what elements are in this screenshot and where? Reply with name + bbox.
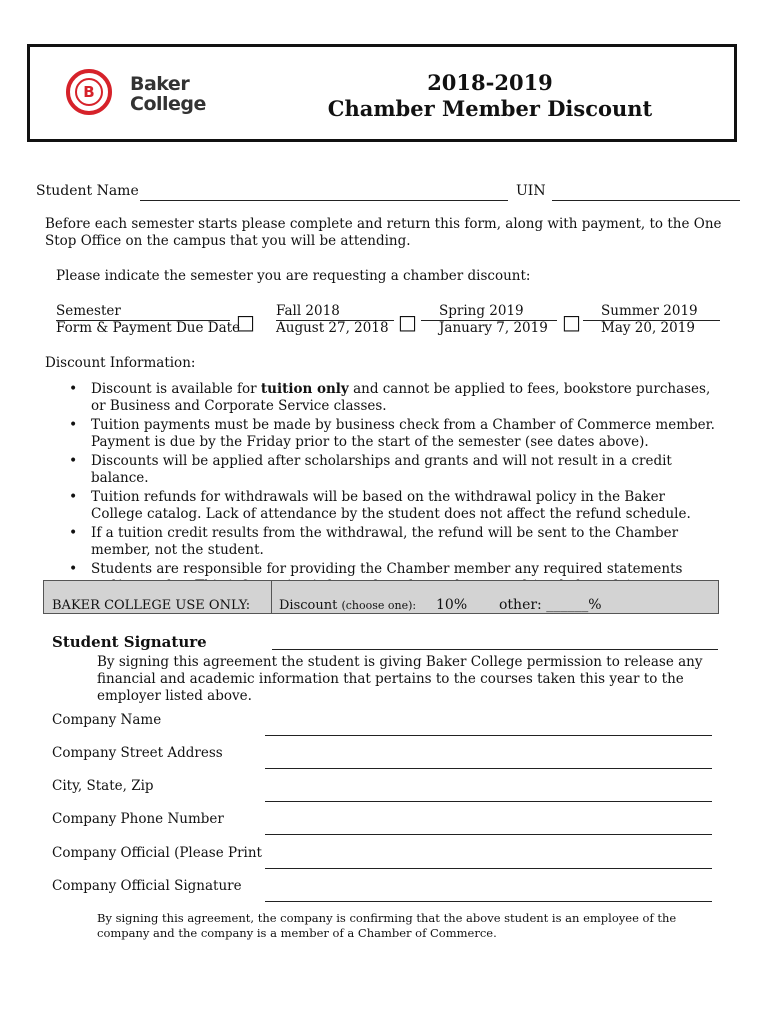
- semester-col-label: Semester: [56, 303, 121, 319]
- semester-prompt: Please indicate the semester you are requesting a chamber discount:: [56, 268, 531, 284]
- intro-text: Before each semester starts please complete and return this form, along with payment, to the One Stop Office on the campus that you will be attending.: [45, 216, 722, 249]
- uin-label: UIN: [516, 183, 546, 199]
- discount-10-option[interactable]: 10%: [436, 597, 468, 613]
- summer-2019-term: Summer 2019: [601, 303, 698, 319]
- fall-2018-checkbox[interactable]: □: [236, 310, 255, 334]
- city-state-zip-field[interactable]: [265, 801, 712, 802]
- due-date-col-label: Form & Payment Due Date: [56, 320, 241, 336]
- list-item: • Discount is available for tuition only and cannot be applied to fees, bookstore purchases, or Business and Corporate Service classes.: [91, 381, 721, 415]
- discount-info-list: [91, 381, 721, 597]
- spring-2019-due: January 7, 2019: [439, 320, 548, 336]
- city-state-zip-label: City, State, Zip: [52, 778, 154, 794]
- student-signature-statement: By signing this agreement the student is giving Baker College permission to release any financial and academic information that pertains to the courses taken this year to the employer listed above.: [97, 654, 703, 704]
- form-title: Chamber Member Discount: [327, 96, 653, 121]
- company-official-signature-label: Company Official Signature: [52, 878, 242, 894]
- company-street-field[interactable]: [265, 768, 712, 769]
- list-item: • If a tuition credit results from the withdrawal, the refund will be sent to the Chamber member, not the student.: [91, 525, 721, 559]
- list-item: • Tuition refunds for withdrawals will be based on the withdrawal policy in the Baker College catalog. Lack of attendance by the student does not affect the refund schedule.: [91, 489, 721, 523]
- spring-2019-checkbox[interactable]: □: [398, 310, 417, 334]
- logo-line-1: Baker: [130, 73, 190, 95]
- spring-2019-term: Spring 2019: [439, 303, 524, 319]
- logo-letter: B: [75, 78, 103, 106]
- office-use-divider: [271, 580, 272, 614]
- company-statement: By signing this agreement, the company is confirming that the above student is an employee of the company and the company is a member of a Chamber of Commerce.: [97, 911, 677, 940]
- company-official-signature-field[interactable]: [265, 901, 712, 902]
- company-phone-field[interactable]: [265, 834, 712, 835]
- company-phone-label: Company Phone Number: [52, 811, 224, 827]
- list-item: • Students are responsible for providing the Chamber member any required statements: [91, 561, 721, 595]
- discount-other-option[interactable]: other: ______%: [499, 597, 602, 613]
- form-year: 2018-2019: [427, 70, 553, 95]
- logo-line-2: College: [130, 93, 206, 115]
- student-signature-field[interactable]: [272, 649, 718, 650]
- list-item: • Tuition payments must be made by business check from a Chamber of Commerce member. Payment is due by the Friday prior to the start of the semester (see dates above).: [91, 417, 721, 451]
- uin-field[interactable]: [552, 200, 740, 201]
- summer-2019-checkbox[interactable]: □: [562, 310, 581, 334]
- company-street-label: Company Street Address: [52, 745, 223, 761]
- fall-2018-term: Fall 2018: [276, 303, 340, 319]
- company-name-field[interactable]: [265, 735, 712, 736]
- discount-info-heading: Discount Information:: [45, 355, 196, 371]
- tuition-only-emphasis: tuition only: [260, 381, 349, 397]
- company-official-print-field[interactable]: [265, 868, 712, 869]
- company-name-label: Company Name: [52, 712, 162, 728]
- fall-2018-due: August 27, 2018: [276, 320, 389, 336]
- student-signature-label: Student Signature: [52, 633, 207, 651]
- student-name-field[interactable]: [140, 200, 508, 201]
- summer-2019-due: May 20, 2019: [601, 320, 695, 336]
- list-item: • Discounts will be applied after scholarships and grants and will not result in a credit balance.: [91, 453, 721, 487]
- student-name-label: Student Name: [36, 183, 139, 199]
- company-official-print-label: Company Official (Please Print: [52, 845, 262, 861]
- logo-wordmark: [130, 74, 206, 114]
- discount-choice-label: Discount (choose one):: [279, 598, 417, 613]
- office-use-label: BAKER COLLEGE USE ONLY:: [52, 598, 251, 613]
